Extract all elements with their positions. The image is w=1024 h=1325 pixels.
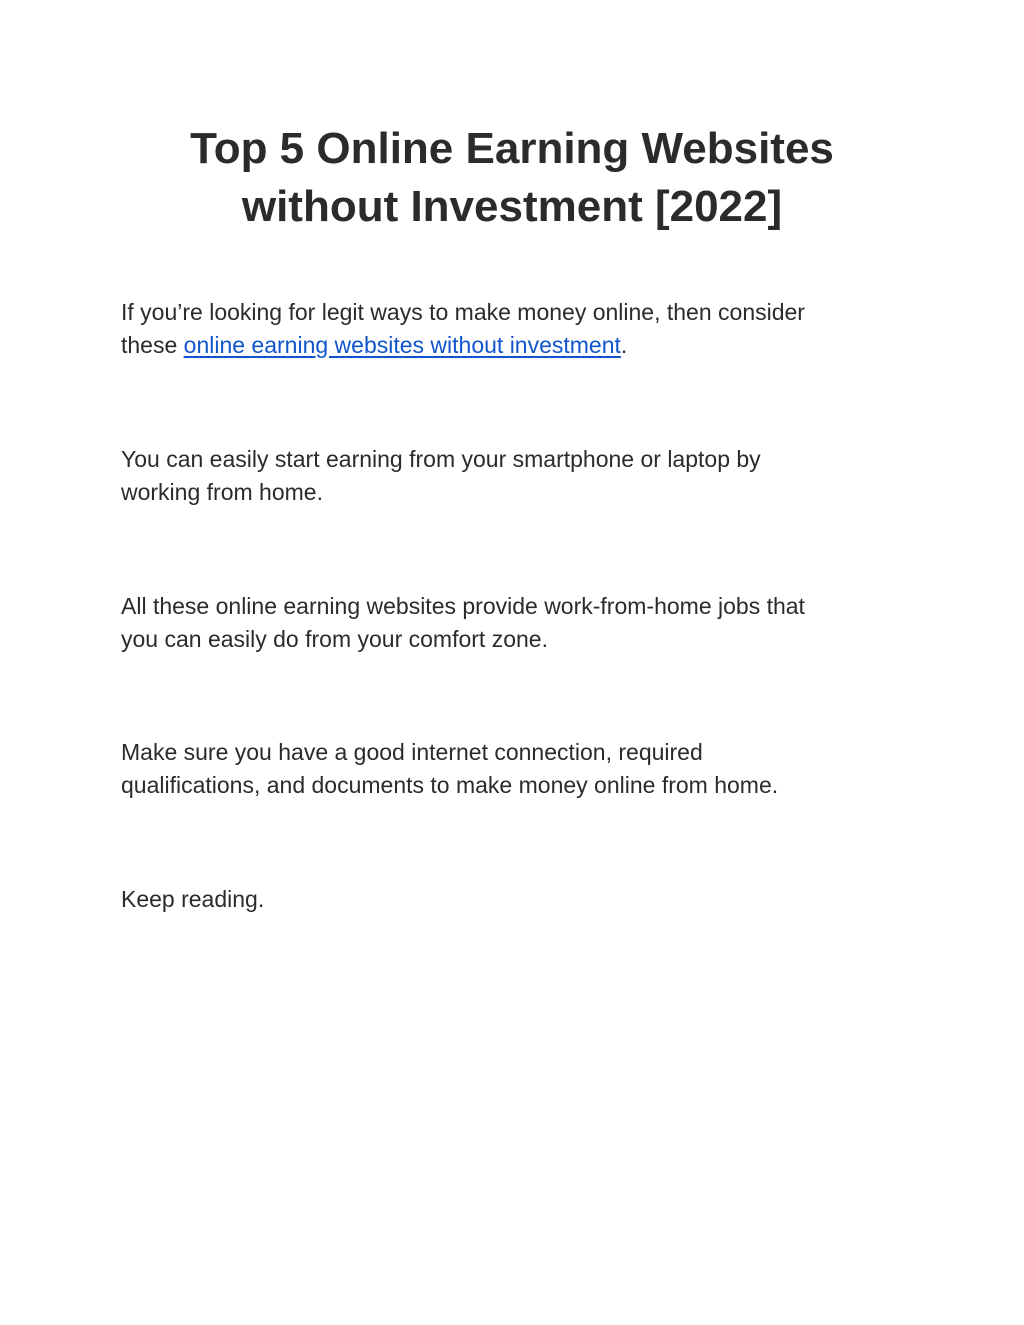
paragraph-line: All these online earning websites provide work-from-home jobs that (121, 593, 805, 619)
title-line-1: Top 5 Online Earning Websites (190, 124, 834, 173)
paragraph-line (121, 329, 911, 362)
start-earning-paragraph (121, 443, 911, 509)
page-title (0, 120, 1024, 236)
paragraph-text: . (620, 332, 628, 358)
paragraph-line: If you’re looking for legit ways to make money online, then consider (121, 299, 805, 325)
work-from-home-paragraph (121, 590, 911, 656)
paragraph-line: qualifications, and documents to make money online from home. (121, 772, 779, 798)
earning-websites-link[interactable]: online earning websites without investment (183, 332, 621, 358)
requirements-paragraph (121, 736, 911, 802)
paragraph-line: Keep reading. (121, 886, 265, 912)
paragraph-line: you can easily do from your comfort zone. (121, 626, 548, 652)
paragraph-line: Make sure you have a good internet connection, required (121, 739, 703, 765)
title-line-2: without Investment [2022] (241, 182, 783, 231)
paragraph-line: working from home. (121, 479, 323, 505)
keep-reading-paragraph (121, 883, 911, 916)
paragraph-line: You can easily start earning from your smartphone or laptop by (121, 446, 761, 472)
intro-paragraph (121, 296, 911, 362)
paragraph-text: these (121, 332, 184, 358)
